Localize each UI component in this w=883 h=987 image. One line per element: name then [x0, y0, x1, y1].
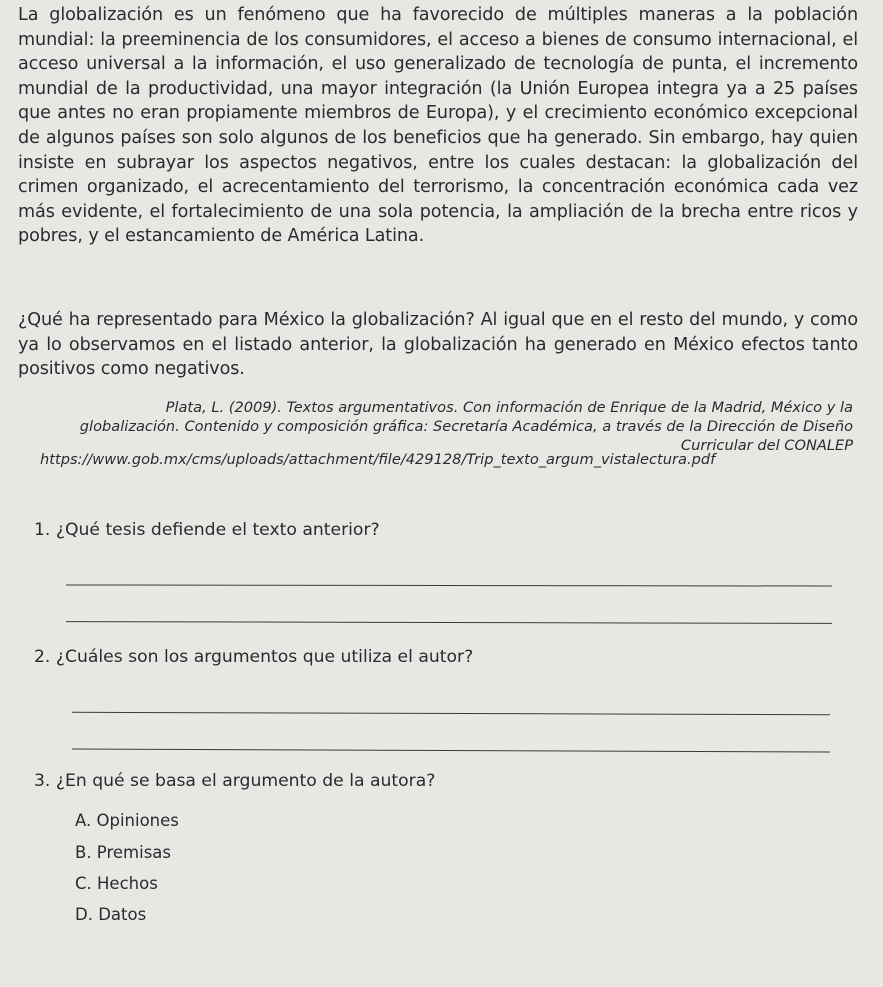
answer-line-2b[interactable] — [72, 749, 830, 753]
question-3: 3. ¿En qué se basa el argumento de la autora? — [34, 771, 436, 791]
option-b[interactable]: B. Premisas — [75, 843, 172, 862]
question-2: 2. ¿Cuáles son los argumentos que utiliza el autor? — [34, 647, 474, 667]
reading-paragraph-2: ¿Qué ha representado para México la globalización? Al igual que en el resto del mundo, y como ya lo observamos en el listado anterior, la globalización ha generado en México efectos tanto positivos como negativos. — [18, 310, 858, 380]
reference-citation: Plata, L. (2009). Textos argumentativos. Con información de Enrique de la Madrid, México y la globalización. Contenido y composición gráfica: Secretaría Académica, a través de la Dirección de Diseño Curricular del CONALEP — [79, 399, 853, 454]
reading-paragraph-1: La globalización es un fenómeno que ha favorecido de múltiples maneras a la población mundial: la preeminencia de los consumidores, el acceso a bienes de consumo internacional, el acceso universal a la información, el uso generalizado de tecnología de punta, el incremento mundial de la productividad, una mayor integración (la Unión Europea integra ya a 25 países que antes no eran propiamente miembros de Europa), y el crecimiento económico excepcional de algunos países son solo algunos de los beneficios que ha generado. Sin embargo, hay quien insiste en subrayar los aspectos negativos, entre los cuales destacan: la globalización del crimen organizado, el acrecentamiento del terrorismo, la concentración económica cada vez más evidente, el fortalecimiento de una sola potencia, la ampliación de la brecha entre ricos y pobres, y el estancamiento de América Latina. — [18, 5, 858, 247]
option-d[interactable]: D. Datos — [75, 905, 147, 924]
option-c[interactable]: C. Hechos — [75, 874, 158, 893]
answer-line-1b[interactable] — [66, 621, 832, 624]
answer-line-1a[interactable] — [66, 584, 832, 586]
reference-url: https://www.gob.mx/cms/uploads/attachment/file/429128/Trip_texto_argum_vistalectura.pdf — [40, 451, 716, 468]
question-1: 1. ¿Qué tesis defiende el texto anterior? — [34, 520, 380, 540]
option-a[interactable]: A. Opiniones — [75, 811, 179, 830]
answer-line-2a[interactable] — [72, 712, 830, 715]
